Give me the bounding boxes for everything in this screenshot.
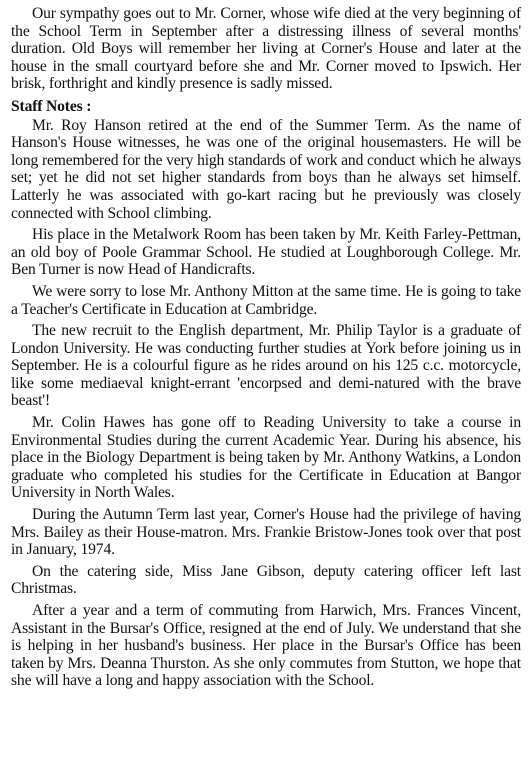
paragraph-taylor: The new recruit to the English department, Mr. Philip Taylor is a graduate of London University. He was conducting further studies at York before joining us in September. He is a colourful figure as he rides around on his 125 c.c. motorcycle, like some mediaeval knight-errant 'encorpsed and demi-natured with the brave beast'! (11, 322, 521, 410)
intro-paragraph: Our sympathy goes out to Mr. Corner, whose wife died at the very beginning of the School Term in September after a distressing illness of several months' duration. Old Boys will remember her living at Corner's House and later at the house in the small courtyard before she and Mr. Corner moved to Ipswich. Her brisk, forthright and kindly presence is sadly missed. (11, 5, 521, 93)
paragraph-hanson: Mr. Roy Hanson retired at the end of the Summer Term. As the name of Hanson's House witnesses, he was one of the original housemasters. He will be long remembered for the very high standards of work and conduct which he always set; yet he did not set higher standards from boys than he always set himself. Latterly he was associated with go-kart racing but he previously was closely connected with School climbing. (11, 116, 521, 222)
paragraph-bursar-office: After a year and a term of commuting from Harwich, Mrs. Frances Vincent, Assistant in the Bursar's Office, resigned at the end of July. We understand that she is helping in her husband's business. Her place in the Bursar's Office has been taken by Mrs. Deanna Thurston. As she only commutes from Stutton, we hope that she will have a long and happy association with the School. (11, 602, 521, 690)
staff-notes-heading: Staff Notes : (11, 97, 92, 115)
paragraph-mitton: We were sorry to lose Mr. Anthony Mitton at the same time. He is going to take a Teacher's Certificate in Education at Cambridge. (11, 282, 521, 318)
paragraph-farley-pettman: His place in the Metalwork Room has been taken by Mr. Keith Farley-Pettman, an old boy of Poole Grammar School. He studied at Loughborough College. Mr. Ben Turner is now Head of Handicrafts. (11, 226, 521, 279)
paragraph-catering: On the catering side, Miss Jane Gibson, deputy catering officer left last Christmas. (11, 562, 521, 598)
paragraph-hawes: Mr. Colin Hawes has gone off to Reading University to take a course in Environmental Studies during the current Academic Year. During his absence, his place in the Biology Department is being taken by Mr. Anthony Watkins, a London graduate who completed his studies for the Certificate in Education at Bangor University in North Wales. (11, 414, 521, 502)
paragraph-house-matron: During the Autumn Term last year, Corner's House had the privilege of having Mrs. Bailey as their House-matron. Mrs. Frankie Bristow-Jones took over that post in January, 1974. (11, 506, 521, 559)
